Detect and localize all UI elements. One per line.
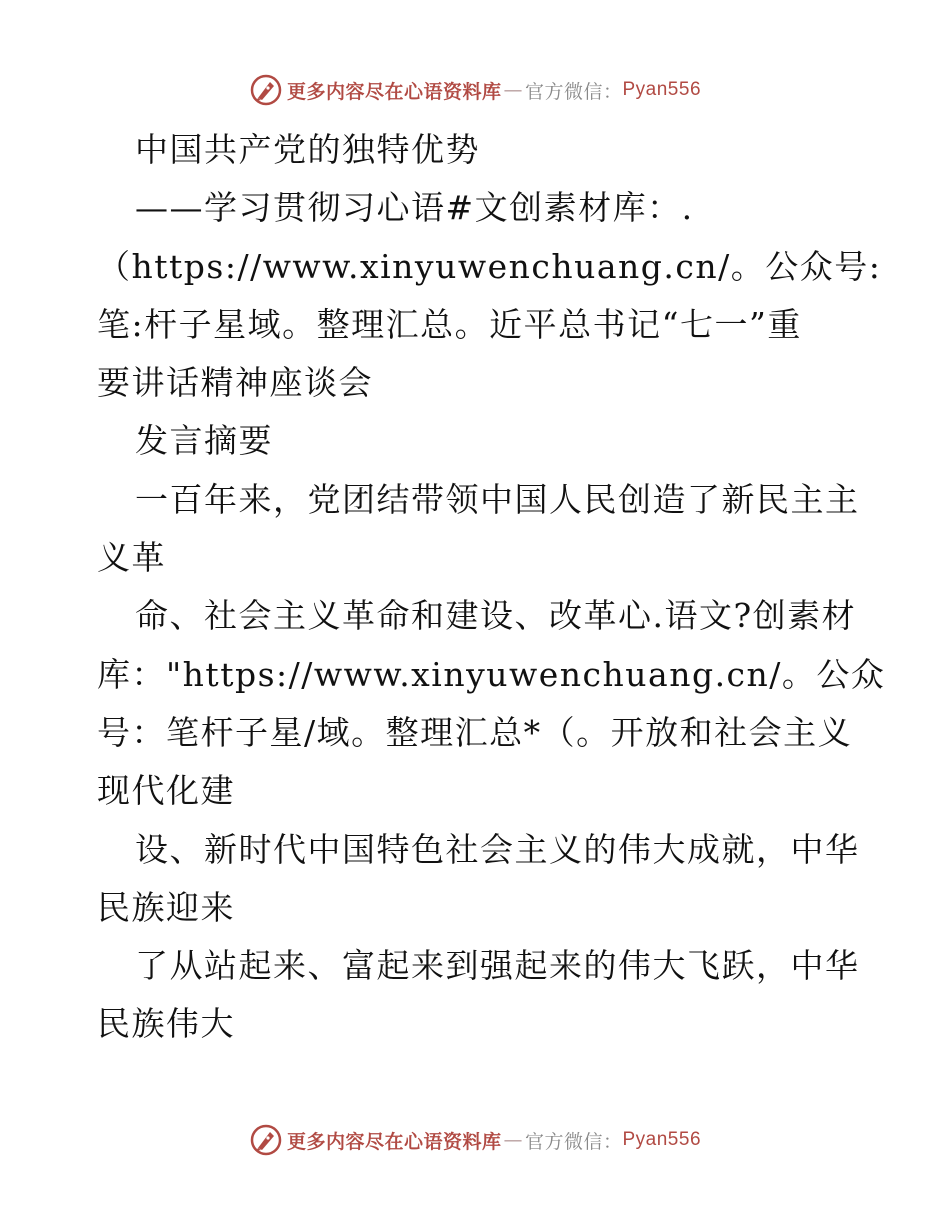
text-line: 一百年来，党团结带领中国人民创造了新民主主 xyxy=(135,479,860,519)
watermark-dash: — xyxy=(503,1129,523,1151)
watermark-wechat-id: Pyan556 xyxy=(622,79,702,100)
watermark-label: 官方微信： xyxy=(524,80,623,103)
text-line: 命、社会主义革命和建设、改革心.语文?创素材 xyxy=(135,596,857,636)
text-line: ——学习贯彻习心语#文创素材库：. xyxy=(135,188,694,228)
text-line: 设、新时代中国特色社会主义的伟大成就，中华 xyxy=(135,829,860,869)
text-line: （https://www.xinyuwenchuang.cn/。公众号: xyxy=(97,246,882,286)
watermark-text: 更多内容尽在心语资料库 xyxy=(286,1130,502,1153)
text-line: 了从站起来、富起来到强起来的伟大飞跃，中华 xyxy=(135,946,860,986)
watermark-label: 官方微信： xyxy=(524,1130,623,1153)
header-watermark xyxy=(0,70,950,110)
watermark-dash: — xyxy=(503,79,523,101)
text-line: 要讲话精神座谈会 xyxy=(97,363,373,403)
pen-logo-icon xyxy=(249,1123,283,1157)
text-line: 民族伟大 xyxy=(97,1004,235,1044)
footer-watermark xyxy=(0,1120,950,1160)
pen-logo-icon xyxy=(249,73,283,107)
text-line: 号：笔杆子星/域。整理汇总*（。开放和社会主义 xyxy=(97,712,853,752)
text-line: 笔:杆子星域。整理汇总。近平总书记“七一”重 xyxy=(97,304,802,344)
document-body xyxy=(97,121,886,1054)
text-line: 现代化建 xyxy=(97,771,235,811)
watermark-text: 更多内容尽在心语资料库 xyxy=(286,80,502,103)
text-line: 民族迎来 xyxy=(97,887,235,927)
text-line: 发言摘要 xyxy=(135,421,273,461)
text-line: 库："https://www.xinyuwenchuang.cn/。公众 xyxy=(97,654,886,694)
watermark-wechat-id: Pyan556 xyxy=(622,1129,702,1150)
text-line: 义革 xyxy=(97,538,166,578)
text-line: 中国共产党的独特优势 xyxy=(135,130,480,169)
